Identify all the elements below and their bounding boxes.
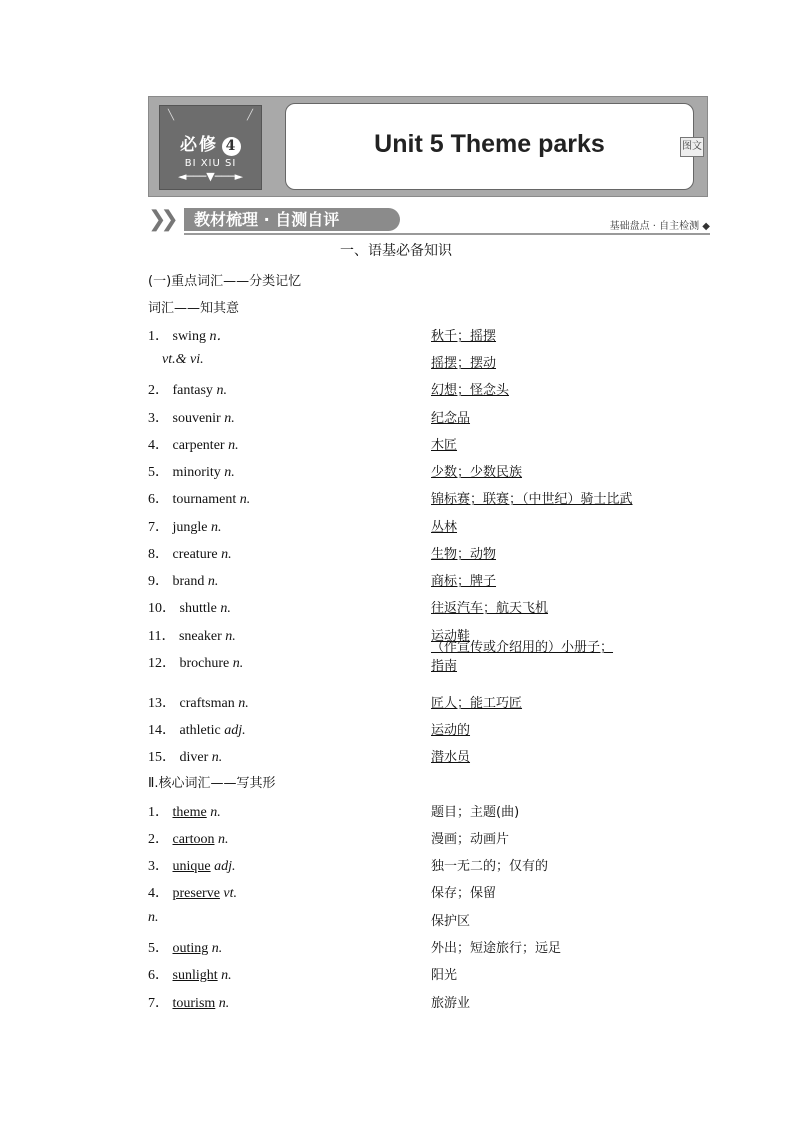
vocab-answer-text: 商标；牌子 — [431, 574, 497, 589]
vocab-term — [148, 597, 231, 617]
vocab-row — [148, 323, 708, 345]
vocab-pos: n. — [215, 996, 230, 1011]
vocab-answer — [431, 746, 470, 765]
section-heading: 一、语基必备知识 — [340, 243, 452, 259]
vocab-pos: n. — [217, 547, 232, 562]
vocab-pos: n. — [221, 629, 236, 644]
vocab-pos: n. — [204, 574, 219, 589]
vocab-term — [148, 461, 235, 481]
vocab-answer — [431, 719, 470, 738]
image-text-icon[interactable]: 图文 — [680, 137, 704, 157]
vocab-form-row — [148, 853, 708, 875]
vocab-term — [148, 434, 239, 454]
vocab-answer — [431, 692, 522, 711]
section-right-text: 基础盘点 · 自主检测 — [609, 221, 700, 232]
vocab-word: sneaker — [175, 629, 222, 644]
vocab-number: 3． — [148, 411, 169, 426]
vocab-answer-word: sunlight — [172, 968, 218, 983]
badge-cn-text: 必修 — [180, 135, 218, 155]
vocab-row — [148, 541, 708, 563]
vocab-number: 9． — [148, 574, 169, 589]
vocab-term — [162, 352, 204, 368]
section-label: 教材梳理 · 自测自评 — [184, 208, 400, 231]
vocab-term — [148, 746, 222, 766]
vocab-number: 4． — [148, 438, 169, 453]
section-right-label: 基础盘点 · 自主检测 ◆ — [609, 221, 710, 232]
vocab-pos: n. — [236, 492, 251, 507]
vocab-pos: n. — [217, 968, 232, 983]
vocab-answer — [431, 434, 457, 453]
vocab-meaning: 独一无二的；仅有的 — [431, 859, 549, 874]
title-box — [285, 103, 694, 190]
vocab-number: 6． — [148, 968, 173, 983]
vocab-form-term — [148, 828, 228, 848]
vocab-pos: n. — [207, 520, 222, 535]
vocab-term — [148, 516, 222, 536]
vocab-row — [148, 690, 708, 712]
vocab-number: 6． — [148, 492, 169, 507]
vocab-term — [148, 719, 246, 739]
vocab-answer-word: tourism — [172, 996, 216, 1011]
vocab-pos: n. — [224, 438, 239, 453]
vocab-number: 4． — [148, 886, 173, 901]
badge-title — [160, 130, 261, 156]
vocab-row — [148, 623, 708, 645]
vocab-answer-text: 木匠 — [431, 438, 458, 453]
badge-arrow-icon: ◄───▼───► — [177, 170, 244, 183]
vocab-term — [148, 625, 236, 645]
vocab-form-term — [148, 992, 229, 1012]
badge-pinyin: BI XIU SI — [184, 158, 237, 169]
vocab-term — [148, 488, 250, 508]
vocab-number: 2． — [148, 832, 173, 847]
vocab-number: 7． — [148, 996, 173, 1011]
vocab-number: 14． — [148, 723, 176, 738]
vocab-form-term — [148, 882, 237, 902]
vocab-word: brochure — [176, 656, 230, 671]
vocab-answer — [431, 461, 522, 480]
vocab-row — [148, 568, 708, 590]
vocab-pos: n. — [216, 601, 231, 616]
vocab-answer-word: unique — [172, 859, 211, 874]
vocab-number: 15． — [148, 750, 176, 765]
vocab-meaning: 旅游业 — [431, 996, 471, 1011]
vocab-row — [148, 350, 708, 372]
vocab-number: 10． — [148, 601, 176, 616]
vocab-meaning: 阳光 — [431, 968, 458, 983]
vocab-answer-text: 匠人；能工巧匠 — [431, 696, 523, 711]
vocab-pos: n. — [214, 832, 229, 847]
vocab-word: souvenir — [169, 411, 221, 426]
vocab-number: 2． — [148, 383, 169, 398]
section-divider — [184, 233, 710, 235]
vocab-row — [148, 377, 708, 399]
vocab-word: minority — [169, 465, 221, 480]
vocab-form-term — [148, 855, 236, 875]
vocab-answer-text: 生物；动物 — [431, 547, 497, 562]
vocab-row — [148, 514, 708, 536]
vocab-word: shuttle — [176, 601, 217, 616]
badge-number: 4 — [222, 137, 241, 156]
vocab-number: 11． — [148, 629, 176, 644]
vocab-answer — [431, 543, 496, 562]
vocab-answer-text: 运动鞋 — [431, 629, 471, 644]
vocab-form-row — [148, 962, 708, 984]
vocab-row — [148, 486, 708, 508]
vocab-answer-text: 少数；少数民族 — [431, 465, 523, 480]
vocab-form-term — [148, 910, 159, 926]
vocab-word: diver — [176, 750, 209, 765]
vocab-word: jungle — [169, 520, 208, 535]
vocab-word: carpenter — [169, 438, 225, 453]
vocab-answer-word: outing — [172, 941, 209, 956]
vocab-answer-text: 丛林 — [431, 520, 458, 535]
vocab-word: craftsman — [176, 696, 235, 711]
vocab-pos: vt.& vi. — [162, 352, 204, 367]
vocab-row — [148, 595, 708, 617]
vocab-row — [148, 432, 708, 454]
vocab-answer — [431, 597, 548, 616]
vocab-answer — [431, 516, 457, 535]
vocab-row — [148, 405, 708, 427]
vocab-number: 3． — [148, 859, 173, 874]
vocab-form-row — [148, 826, 708, 848]
vocab-answer — [431, 379, 509, 398]
vocab-number: 1． — [148, 329, 169, 344]
vocab-pos: n. — [148, 910, 159, 925]
part-title: (一)重点词汇——分类记忆 — [148, 274, 302, 289]
vocab-pos: n. — [220, 465, 235, 480]
vocab-number: 1． — [148, 805, 173, 820]
vocab-number: 13． — [148, 696, 176, 711]
vocab-form-term — [148, 964, 232, 984]
double-chevron-icon: ❯❯ — [148, 207, 173, 232]
unit-title: Unit 5 Theme parks — [374, 130, 605, 158]
vocab-answer-text: （作宣传或介绍用的）小册子； — [431, 640, 614, 655]
vocab-row — [148, 717, 708, 739]
vocab-form-term — [148, 937, 222, 957]
vocab-answer — [431, 352, 496, 371]
vocab-answer — [431, 325, 496, 344]
vocab-form-row — [148, 935, 708, 957]
vocab-form-row — [148, 799, 708, 821]
book-badge — [159, 105, 262, 190]
subsection-meaning: 词汇——知其意 — [148, 301, 240, 316]
vocab-pos: vt. — [219, 886, 238, 901]
vocab-pos: n. — [212, 383, 227, 398]
vocab-answer-text: 纪念品 — [431, 411, 471, 426]
vocab-word: brand — [169, 574, 205, 589]
vocab-term — [148, 652, 243, 672]
badge-deco-right: ╱ — [246, 110, 253, 121]
vocab-pos: n. — [229, 656, 244, 671]
vocab-row — [148, 744, 708, 766]
vocab-pos: adj. — [210, 859, 236, 874]
vocab-answer-text: 幻想；怪念头 — [431, 383, 510, 398]
vocab-word: fantasy — [169, 383, 213, 398]
vocab-term — [148, 692, 249, 712]
vocab-pos: n. — [208, 941, 223, 956]
vocab-row — [148, 459, 708, 481]
vocab-form-row — [148, 880, 708, 902]
vocab-answer — [431, 636, 613, 674]
vocab-word: tournament — [169, 492, 237, 507]
vocab-meaning: 题目；主题(曲) — [431, 805, 520, 820]
vocab-answer-word: theme — [172, 805, 207, 820]
vocab-pos: n. — [234, 696, 249, 711]
vocab-term — [148, 379, 227, 399]
vocab-number: 7． — [148, 520, 169, 535]
vocab-answer-word: cartoon — [172, 832, 215, 847]
vocab-answer-text: 锦标赛；联赛；（中世纪）骑士比武 — [431, 492, 633, 507]
vocab-word: swing — [169, 329, 206, 344]
vocab-answer-text: 摇摆；摆动 — [431, 356, 497, 371]
vocab-form-row — [148, 990, 708, 1012]
vocab-meaning: 保存；保留 — [431, 886, 497, 901]
vocab-term — [148, 325, 230, 345]
vocab-term — [148, 407, 235, 427]
vocab-pos: n. — [220, 411, 235, 426]
vocab-number: 8． — [148, 547, 169, 562]
vocab-answer — [431, 570, 496, 589]
vocab-word: creature — [169, 547, 218, 562]
vocab-form-row — [148, 908, 708, 930]
unit-banner — [148, 96, 708, 197]
vocab-word: athletic — [176, 723, 221, 738]
vocab-row — [148, 640, 708, 674]
vocab-pos: n. — [206, 805, 221, 820]
vocab-meaning: 保护区 — [431, 914, 471, 929]
vocab-meaning: 外出；短途旅行；远足 — [431, 941, 562, 956]
vocab-pos: adj. — [220, 723, 246, 738]
vocab-answer-text: 往返汽车；航天飞机 — [431, 601, 549, 616]
vocab-number: 5． — [148, 941, 173, 956]
vocab-answer — [431, 407, 470, 426]
vocab-answer-text-2: 指南 — [431, 659, 458, 674]
subsection-form: Ⅱ.核心词汇——写其形 — [148, 776, 276, 791]
section-bar — [148, 205, 710, 235]
vocab-term — [148, 570, 218, 590]
vocab-answer-word: preserve — [172, 886, 220, 901]
vocab-meaning: 漫画；动画片 — [431, 832, 510, 847]
vocab-answer-text: 潜水员 — [431, 750, 471, 765]
vocab-answer — [431, 488, 633, 507]
vocab-term — [148, 543, 232, 563]
vocab-number: 12． — [148, 656, 176, 671]
vocab-answer-text: 秋千；摇摆 — [431, 329, 497, 344]
vocab-answer-text: 运动的 — [431, 723, 471, 738]
vocab-pos: n． — [205, 329, 231, 344]
vocab-form-term — [148, 801, 221, 821]
badge-deco-left: ╲ — [168, 110, 175, 121]
vocab-number: 5． — [148, 465, 169, 480]
vocab-pos: n. — [208, 750, 223, 765]
